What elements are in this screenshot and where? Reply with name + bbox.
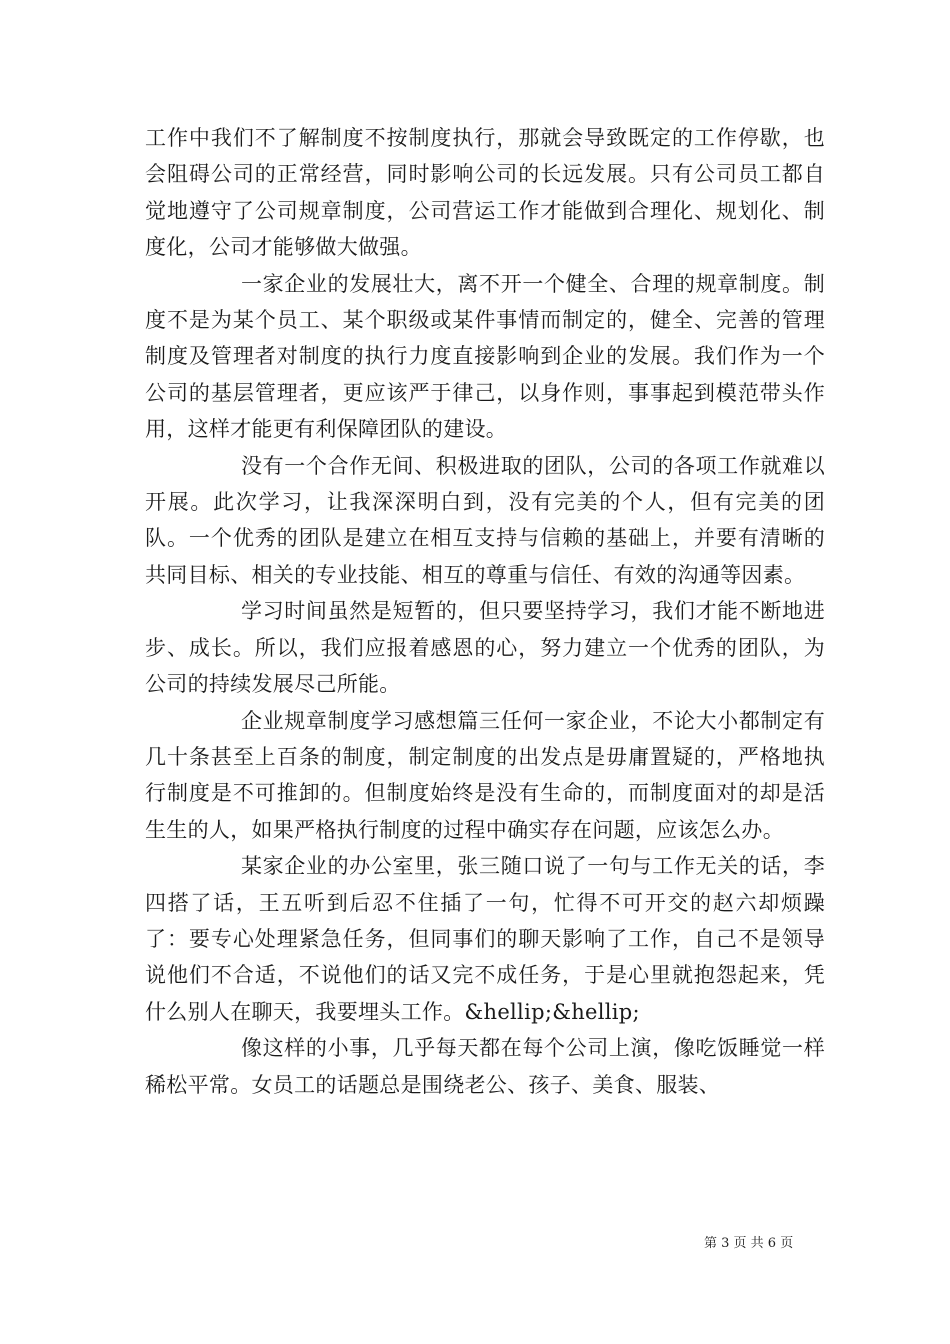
paragraph-6: 某家企业的办公室里，张三随口说了一句与工作无关的话，李四搭了话，王五听到后忍不住插了一句，忙得不可开交的赵六却烦躁了：要专心处理紧急任务，但同事们的聊天影响了工作，自己不是领导说他们不合适，不说他们的话又完不成任务，于是心里就抱怨起来，凭什么别人在聊天，我要埋头工作。&hellip;&hellip; [145, 854, 825, 1024]
paragraph-5: 企业规章制度学习感想篇三任何一家企业，不论大小都制定有几十条甚至上百条的制度，制定制度的出发点是毋庸置疑的，严格地执行制度是不可推卸的。但制度始终是没有生命的，而制度面对的却是活生生的人，如果严格执行制度的过程中确实存在问题，应该怎么办。 [145, 708, 825, 842]
paragraph-7: 像这样的小事，几乎每天都在每个公司上演，像吃饭睡觉一样稀松平常。女员工的话题总是围绕老公、孩子、美食、服装、 [145, 1036, 825, 1097]
paragraph-3: 没有一个合作无间、积极进取的团队，公司的各项工作就难以开展。此次学习，让我深深明白到，没有完美的个人，但有完美的团队。一个优秀的团队是建立在相互支持与信赖的基础上，并要有清晰的共同目标、相关的专业技能、相互的尊重与信任、有效的沟通等因素。 [145, 453, 825, 587]
page-number-footer: 第 3 页 共 6 页 [704, 1236, 794, 1251]
paragraph-2: 一家企业的发展壮大，离不开一个健全、合理的规章制度。制度不是为某个员工、某个职级或某件事情而制定的，健全、完善的管理制度及管理者对制度的执行力度直接影响到企业的发展。我们作为一个公司的基层管理者，更应该严于律己，以身作则，事事起到模范带头作用，这样才能更有利保障团队的建设。 [145, 271, 825, 442]
paragraph-4: 学习时间虽然是短暂的，但只要坚持学习，我们才能不断地进步、成长。所以，我们应报着感恩的心，努力建立一个优秀的团队，为公司的持续发展尽己所能。 [145, 599, 825, 697]
paragraph-1: 工作中我们不了解制度不按制度执行，那就会导致既定的工作停歇，也会阻碍公司的正常经营，同时影响公司的长远发展。只有公司员工都自觉地遵守了公司规章制度，公司营运工作才能做到合理化、规划化、制度化，公司才能够做大做强。 [145, 126, 825, 260]
body-text [145, 120, 825, 1103]
